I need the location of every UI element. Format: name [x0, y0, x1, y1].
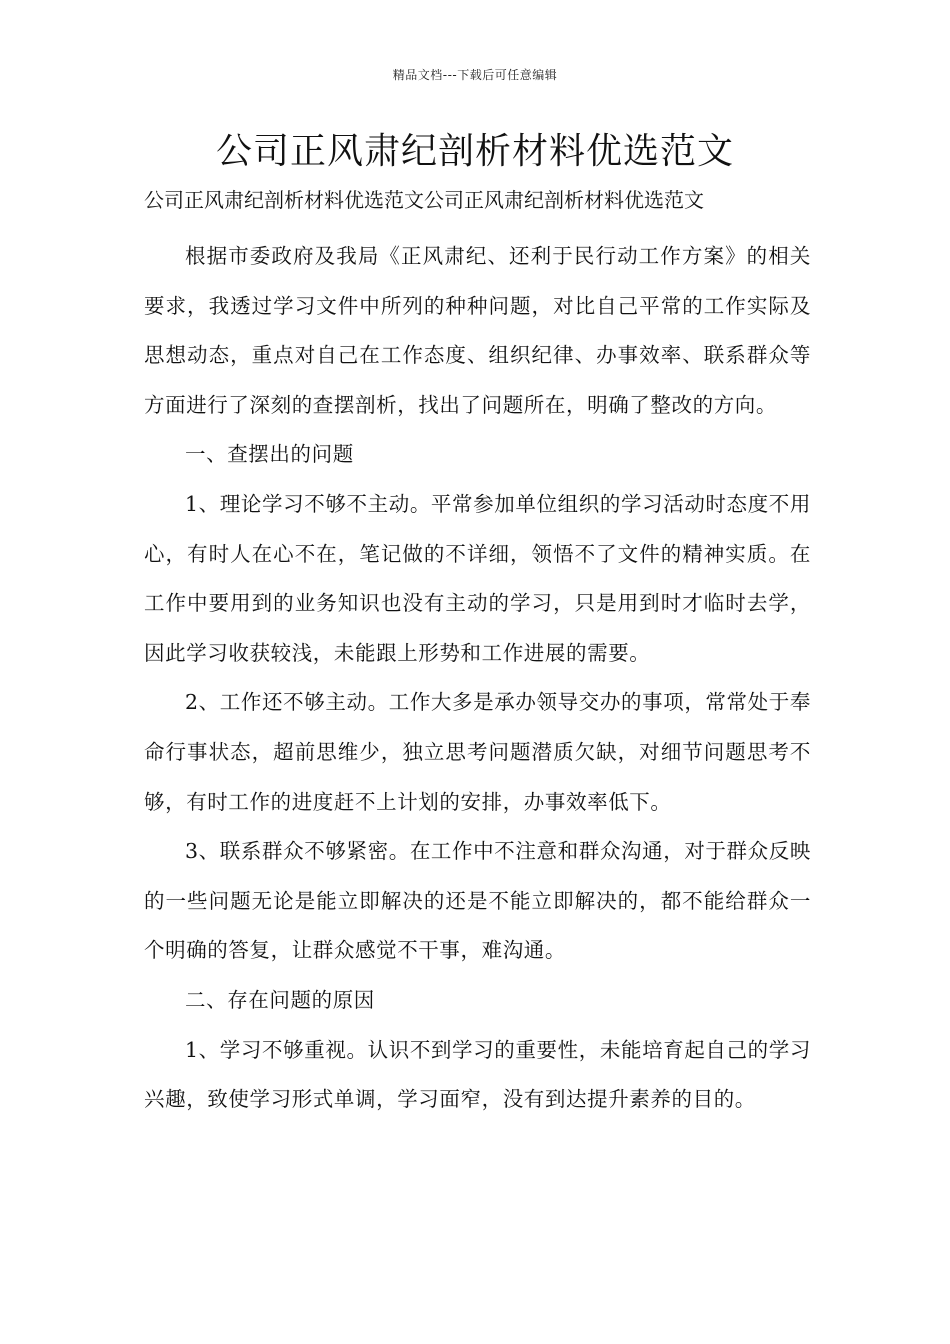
paragraph-intro: 根据市委政府及我局《正风肃纪、还利于民行动工作方案》的相关要求，我透过学习文件中所列的种种问题，对比自己平常的工作实际及思想动态，重点对自己在工作态度、组织纪律、办事效率、联系群众等方面进行了深刻的查摆剖析，找出了问题所在，明确了整改的方向。: [144, 244, 811, 417]
paragraph-cause-1: 1、学习不够重视。认识不到学习的重要性，未能培育起自己的学习兴趣，致使学习形式单调，学习面窄，没有到达提升素养的目的。: [144, 1037, 811, 1112]
section-heading-causes: 二、存在问题的原因: [185, 987, 375, 1012]
section-heading-problems: 一、查摆出的问题: [185, 442, 354, 467]
paragraph-problem-2: 2、工作还不够主动。工作大多是承办领导交办的事项，常常处于奉命行事状态，超前思维少，独立思考问题潜质欠缺，对细节问题思考不够，有时工作的进度赶不上计划的安排，办事效率低下。: [144, 690, 811, 814]
document-subtitle: 公司正风肃纪剖析材料优选范文公司正风肃纪剖析材料优选范文: [144, 188, 704, 212]
document-title: 公司正风肃纪剖析材料优选范文: [215, 131, 734, 172]
document-body: [144, 232, 811, 1125]
header-note: 精品文档---下载后可任意编辑: [392, 68, 558, 82]
paragraph-problem-3: 3、联系群众不够紧密。在工作中不注意和群众沟通，对于群众反映的一些问题无论是能立即解决的还是不能立即解决的，都不能给群众一个明确的答复，让群众感觉不干事，难沟通。: [144, 839, 811, 963]
paragraph-problem-1: 1、理论学习不够不主动。平常参加单位组织的学习活动时态度不用心，有时人在心不在，笔记做的不详细，领悟不了文件的精神实质。在工作中要用到的业务知识也没有主动的学习，只是用到时才临时去学，因此学习收获较浅，未能跟上形势和工作进展的需要。: [144, 491, 811, 665]
